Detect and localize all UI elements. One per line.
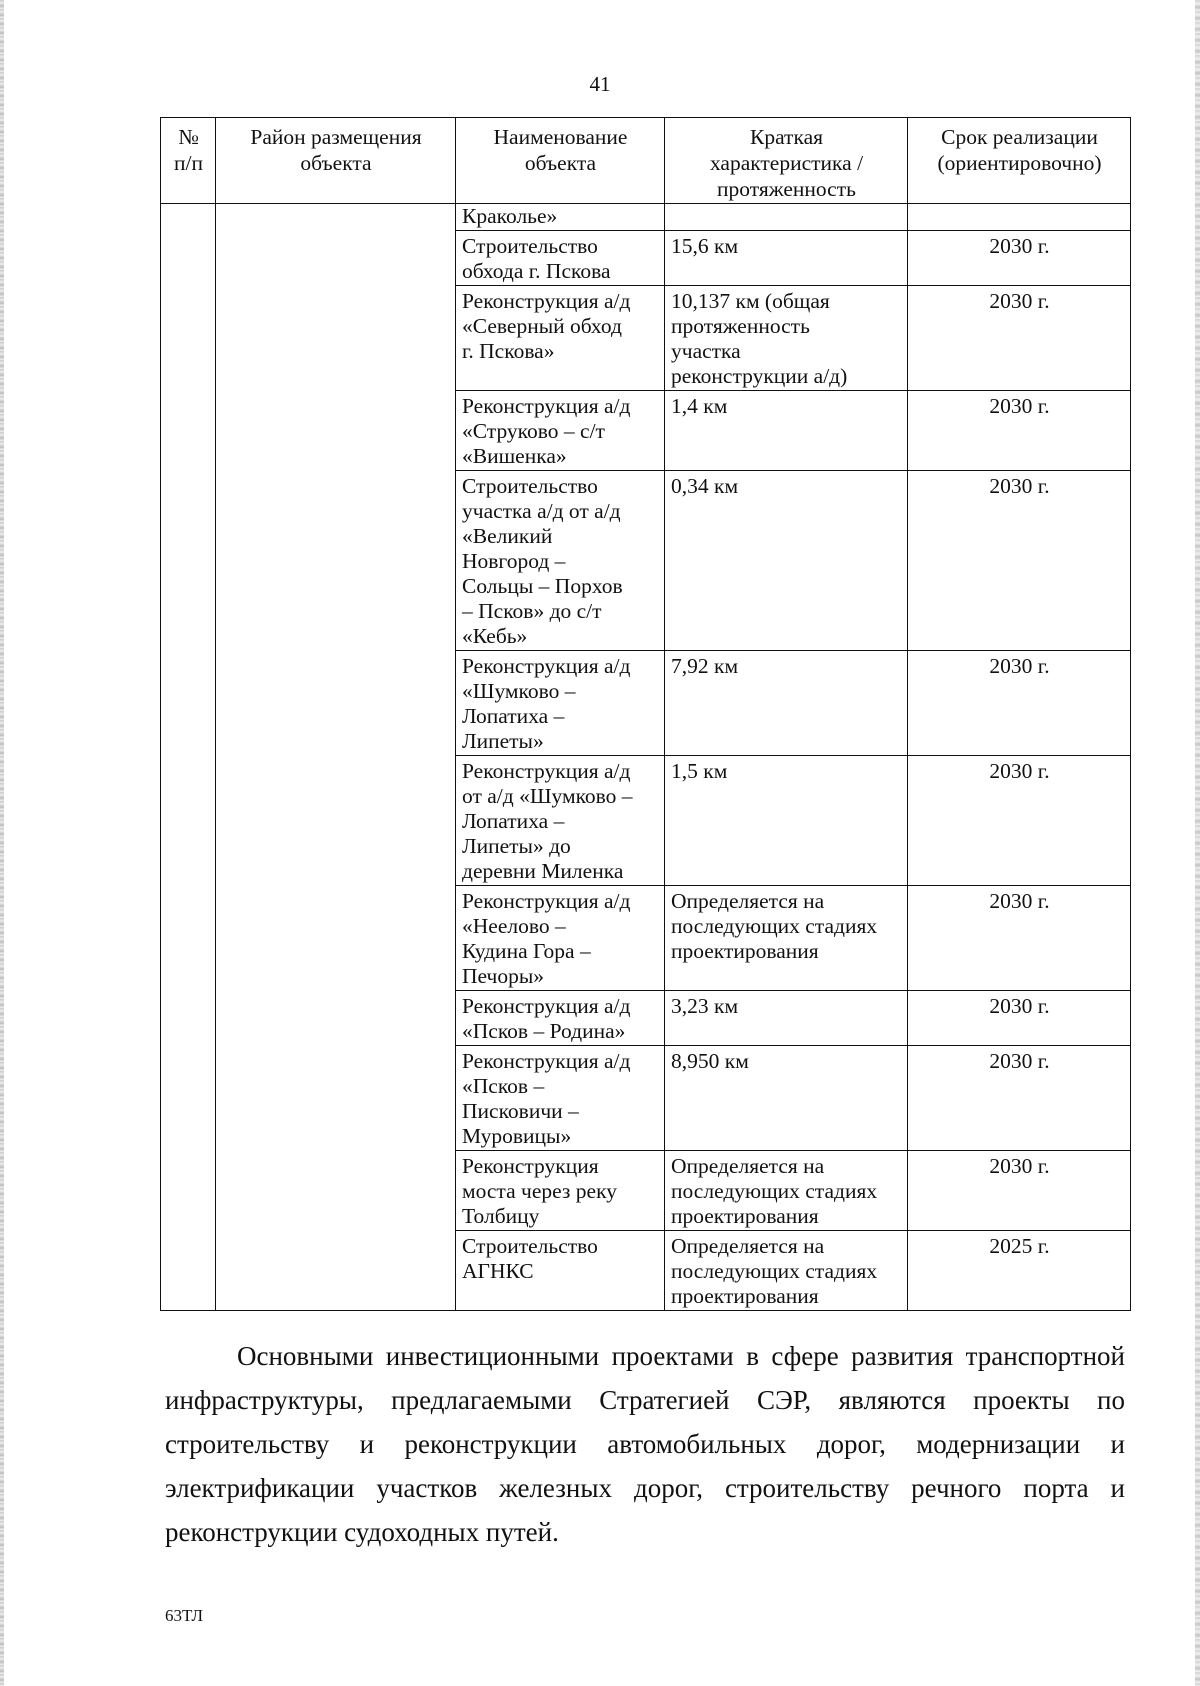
characteristic-cell: Определяется на последующих стадиях проектирования [665,1151,908,1231]
characteristic-cell: 1,4 км [665,391,908,471]
term-cell [908,204,1131,231]
characteristic-cell: 15,6 км [665,231,908,286]
page-number: 41 [589,72,611,96]
characteristic-cell: Определяется на последующих стадиях проектирования [665,1231,908,1311]
header-district: Район размещения объекта [216,118,456,204]
object-name-cell: Краколье» [456,204,665,231]
term-cell: 2030 г. [908,286,1131,391]
scan-edge-right [1195,0,1200,1686]
term-cell: 2025 г. [908,1231,1131,1311]
district-cell [216,204,456,1311]
characteristic-cell: Определяется на последующих стадиях проектирования [665,886,908,991]
characteristic-cell: 1,5 км [665,756,908,886]
characteristic-cell [665,204,908,231]
term-cell: 2030 г. [908,231,1131,286]
term-cell: 2030 г. [908,471,1131,651]
header-number: № п/п [161,118,216,204]
characteristic-cell: 8,950 км [665,1046,908,1151]
object-name-cell: Реконструкция моста через реку Толбицу [456,1151,665,1231]
term-cell: 2030 г. [908,756,1131,886]
term-cell: 2030 г. [908,886,1131,991]
object-name-cell: Реконструкция а/д от а/д «Шумково – Лопатиха – Липеты» до деревни Миленка [456,756,665,886]
object-name-cell: Строительство обхода г. Пскова [456,231,665,286]
header-characteristic: Краткая характеристика / протяженность [665,118,908,204]
objects-table [160,117,1131,1311]
term-cell: 2030 г. [908,391,1131,471]
characteristic-cell: 0,34 км [665,471,908,651]
characteristic-cell: 3,23 км [665,991,908,1046]
table-row [161,204,1131,231]
header-term: Срок реализации (ориентировочно) [908,118,1131,204]
term-cell: 2030 г. [908,1046,1131,1151]
object-name-cell: Строительство АГНКС [456,1231,665,1311]
object-name-cell: Реконструкция а/д «Псков – Писковичи – Муровицы» [456,1046,665,1151]
object-name-cell: Реконструкция а/д «Струково – с/т «Вишенка» [456,391,665,471]
characteristic-cell: 7,92 км [665,651,908,756]
header-object-name: Наименование объекта [456,118,665,204]
object-name-cell: Реконструкция а/д «Северный обход г. Пскова» [456,286,665,391]
object-name-cell: Реконструкция а/д «Псков – Родина» [456,991,665,1046]
term-cell: 2030 г. [908,1151,1131,1231]
body-paragraph: Основными инвестиционными проектами в сфере развития транспортной инфраструктуры, предлагаемыми Стратегией СЭР, являются проекты по строительству и реконструкции автомобильных дорог, модернизации и электрификации участков железных дорог, строительству речного порта и реконструкции судоходных путей. [165,1341,1125,1547]
characteristic-cell: 10,137 км (общая протяженность участка реконструкции а/д) [665,286,908,391]
object-name-cell: Реконструкция а/д «Шумково – Лопатиха – Липеты» [456,651,665,756]
footer-document-code: 63ТЛ [165,1606,204,1625]
scan-edge-left [0,0,4,1686]
term-cell: 2030 г. [908,991,1131,1046]
number-cell [161,204,216,1311]
object-name-cell: Строительство участка а/д от а/д «Великий Новгород – Сольцы – Порхов – Псков» до с/т «Кебь» [456,471,665,651]
table-header-row [161,118,1131,204]
term-cell: 2030 г. [908,651,1131,756]
object-name-cell: Реконструкция а/д «Неелово – Кудина Гора – Печоры» [456,886,665,991]
